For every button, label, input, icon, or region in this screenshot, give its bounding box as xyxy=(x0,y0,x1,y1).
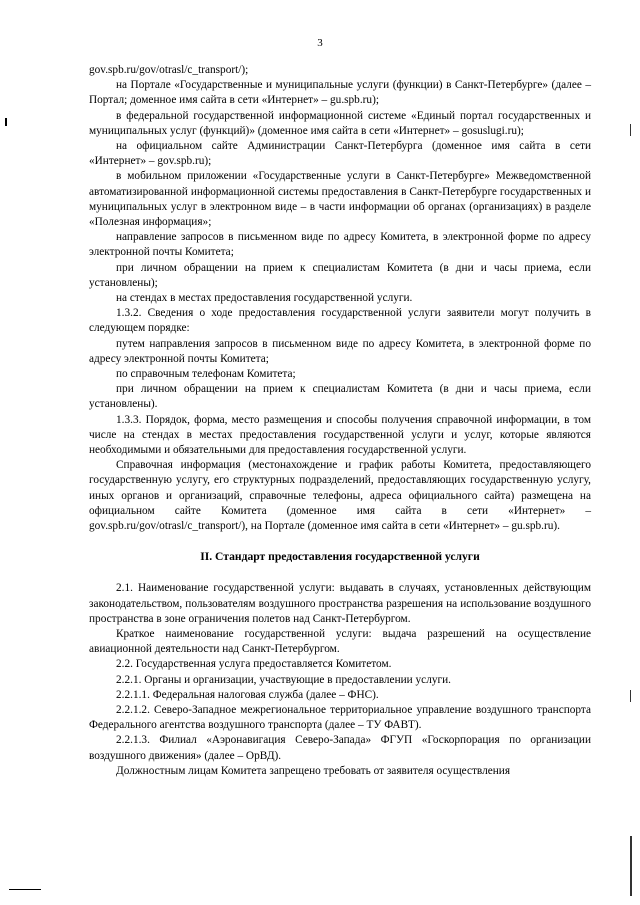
paragraph: Справочная информация (местонахождение и график работы Комитета, предоставляющего государственную услугу, его структурных подразделений, предоставляющих государственную услугу, иных органов и организаций, справочные телефоны, адреса официального сайта) размещена на официальном сайте Комитета (доменное имя сайта в сети «Интернет» – gov.spb.ru/gov/otrasl/c_transport/), на Портале (доменное имя сайта в сети «Интернет» – gu.spb.ru). xyxy=(89,459,591,533)
scan-artifact-right xyxy=(630,124,631,136)
paragraph: 2.2. Государственная услуга предоставляется Комитетом. xyxy=(116,658,392,671)
paragraphs-before-heading xyxy=(89,63,591,534)
scan-artifact-right xyxy=(630,836,632,896)
paragraph: gov.spb.ru/gov/otrasl/c_transport/); xyxy=(89,64,249,76)
scan-artifact-right xyxy=(630,690,631,702)
scan-artifact-left xyxy=(5,118,7,126)
footer-rule xyxy=(9,889,41,890)
paragraph: 2.2.1. Органы и организации, участвующие в предоставлении услуги. xyxy=(116,673,451,686)
paragraph: при личном обращении на прием к специалистам Комитета (в дни и часы приема, если установлены). xyxy=(89,383,591,411)
paragraph: 2.2.1.3. Филиал «Аэронавигация Северо-Запада» ФГУП «Госкорпорация по организации воздушного движения» (далее – ОрВД). xyxy=(89,734,591,762)
paragraph: по справочным телефонам Комитета; xyxy=(116,368,296,381)
paragraph: при личном обращении на прием к специалистам Комитета (в дни и часы приема, если установлены); xyxy=(89,261,591,289)
paragraph: 2.1. Наименование государственной услуги: выдавать в случаях, установленных действующим законодательством, пользователям воздушного пространства разрешения на использование воздушного пространства в зоне ограничения полетов над Санкт-Петербургом. xyxy=(89,582,591,625)
paragraph: на Портале «Государственные и муниципальные услуги (функции) в Санкт-Петербурге» (далее – Портал; доменное имя сайта в сети «Интернет» – gu.spb.ru); xyxy=(89,79,591,107)
section-heading: II. Стандарт предоставления государственной услуги xyxy=(200,550,480,564)
paragraphs-after-heading xyxy=(89,581,591,779)
paragraph: в федеральной государственной информационной системе «Единый портал государственных и муниципальных услуг (функций)» (доменное имя сайта в сети «Интернет» – gosuslugi.ru); xyxy=(89,109,591,137)
paragraph: направление запросов в письменном виде по адресу Комитета, в электронной форме по адресу электронной почты Комитета; xyxy=(89,231,591,259)
paragraph: на стендах в местах предоставления государственной услуги. xyxy=(116,292,413,305)
paragraph: 2.2.1.2. Северо-Западное межрегиональное территориальное управление воздушного транспорта Федерального агентства воздушного транспорта (далее – ТУ ФАВТ). xyxy=(89,703,591,732)
paragraph: 2.2.1.1. Федеральная налоговая служба (далее – ФНС). xyxy=(116,688,379,701)
paragraph: Должностным лицам Комитета запрещено требовать от заявителя осуществления xyxy=(116,764,511,777)
page-number: 3 xyxy=(317,37,323,49)
paragraph: на официальном сайте Администрации Санкт-Петербурга (доменное имя сайта в сети «Интернет» – gov.spb.ru); xyxy=(89,140,591,168)
paragraph: 1.3.3. Порядок, форма, место размещения и способы получения справочной информации, в том числе на стендах в местах предоставления государственной услуги и услуг, которые являются необходимыми и обязательными для предоставления государственной услуги. xyxy=(89,413,591,457)
document-body xyxy=(89,63,591,779)
paragraph: в мобильном приложении «Государственные услуги в Санкт-Петербурге» Межведомственной автоматизированной информационной системы предоставления в Санкт-Петербурге государственных и муниципальных услуг в электронном виде – в части информации об органах (организациях) в разделе «Полезная информация»; xyxy=(89,170,591,229)
paragraph: путем направления запросов в письменном виде по адресу Комитета, в электронной форме по адресу электронной почты Комитета; xyxy=(89,337,591,365)
paragraph: 1.3.2. Сведения о ходе предоставления государственной услуги заявители могут получить в следующем порядке: xyxy=(89,307,591,335)
paragraph: Краткое наименование государственной услуги: выдача разрешений на осуществление авиационной деятельности над Санкт-Петербургом. xyxy=(89,627,591,656)
